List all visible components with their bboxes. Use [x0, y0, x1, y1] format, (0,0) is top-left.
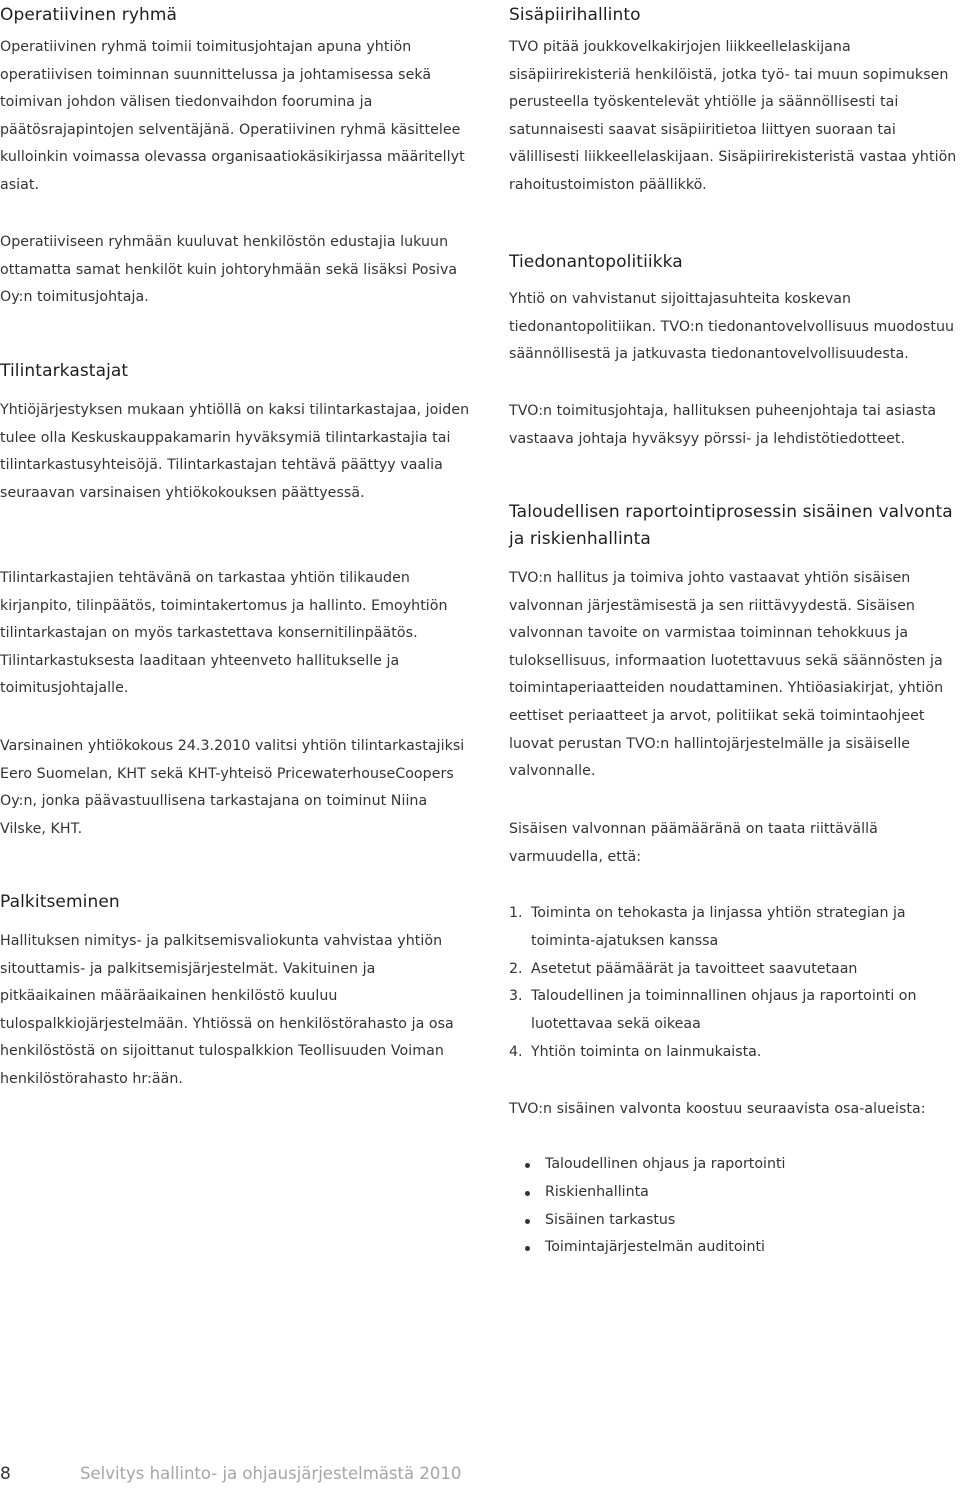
- list-item: [509, 1039, 960, 1067]
- list-item: [509, 983, 960, 1039]
- bullet-item-text: Riskienhallinta: [545, 1183, 649, 1200]
- heading-tilintarkastajat: Tilintarkastajat: [0, 361, 129, 381]
- paragraph-tilintarkastajat-3: Varsinainen yhtiökokous 24.3.2010 valitsi yhtiön tilintarkastajiksi Eero Suomelan, KHT sekä KHT-yhteisö PricewaterhouseCoopers Oy:n, jonka päävastuullisena tarkastajana on toiminut Niina Vilske, KHT.: [0, 738, 465, 837]
- bullet-dot-icon: [525, 1219, 530, 1224]
- bullet-dot-icon: [525, 1191, 530, 1196]
- list-item: [509, 956, 960, 984]
- list-item-text: Taloudellinen ja toiminnallinen ohjaus ja raportointi on luotettavaa sekä oikeaa: [531, 988, 917, 1033]
- list-item-text: Toiminta on tehokasta ja linjassa yhtiön strategian ja toiminta-ajatuksen kanssa: [531, 905, 906, 949]
- bullet-item-text: Taloudellinen ohjaus ja raportointi: [545, 1156, 786, 1172]
- bullet-list: [509, 1151, 960, 1262]
- list-item: [509, 900, 960, 956]
- bullet-dot-icon: [525, 1163, 530, 1168]
- paragraph-tiedonanto-1: Yhtiö on vahvistanut sijoittajasuhteita koskevan tiedonantopolitiikan. TVO:n tiedonantovelvollisuus muodostuu säännöllisestä ja jatkuvasta tiedonantovelvollisuudesta.: [509, 291, 955, 363]
- paragraph-tilintarkastajat-2: Tilintarkastajien tehtävänä on tarkastaa yhtiön tilikauden kirjanpito, tilinpäätös, toimintakertomus ja hallinto. Emoyhtiön tilintarkastajan on myös tarkastettava konsernitilinpäätös. Tilintarkastuksesta laaditaan yhteenveto hallitukselle ja toimitusjohtajalle.: [0, 570, 448, 697]
- bullet-item: [509, 1179, 960, 1207]
- paragraph-tiedonanto-2: TVO:n toimitusjohtaja, hallituksen puheenjohtaja tai asiasta vastaava johtaja hyväksyy pörssi- ja lehdistötiedotteet.: [509, 403, 937, 447]
- list-number: 4.: [509, 1043, 523, 1060]
- paragraph-taloudellinen-3: TVO:n sisäinen valvonta koostuu seuraavista osa-alueista:: [509, 1101, 926, 1117]
- heading-tiedonantopolitiikka: Tiedonantopolitiikka: [509, 252, 683, 272]
- list-number: 2.: [509, 960, 523, 977]
- list-item-text: Asetetut päämäärät ja tavoitteet saavutetaan: [531, 960, 858, 977]
- page-number: 8: [0, 1464, 11, 1484]
- paragraph-palkitseminen-1: Hallituksen nimitys- ja palkitsemisvaliokunta vahvistaa yhtiön sitouttamis- ja palkitsemisjärjestelmät. Vakituinen ja pitkäaikainen määräaikainen henkilöstö kuuluu tulospalkkiojärjestelmään. Yhtiössä on henkilöstörahasto ja osa henkilöstöstä on sijoittanut tulospalkkion Teollisuuden Voiman henkilöstörahasto hr:ään.: [0, 933, 454, 1087]
- bullet-item-text: Sisäinen tarkastus: [545, 1211, 676, 1228]
- paragraph-operatiivinen-2: Operatiiviseen ryhmään kuuluvat henkilöstön edustajia lukuun ottamatta samat henkilöt kuin johtoryhmään sekä lisäksi Posiva Oy:n toimitusjohtaja.: [0, 234, 458, 306]
- list-number: 1.: [509, 905, 523, 921]
- numbered-list: [509, 900, 960, 1067]
- list-number: 3.: [509, 988, 523, 1005]
- bullet-dot-icon: [525, 1246, 530, 1251]
- paragraph-sisapiiri-1: TVO pitää joukkovelkakirjojen liikkeellelaskijana sisäpiirirekisteriä henkilöistä, jotka työ- tai muun sopimuksen perusteella työskentelevät yhtiölle ja säännöllisesti tai satunnaisesti saavat sisäpiiritietoa liittyen suoraan tai välillisesti liikkeellelaskijaan. Sisäpiirirekisteristä vastaa yhtiön rahoitustoimiston päällikkö.: [509, 39, 957, 193]
- heading-palkitseminen: Palkitseminen: [0, 892, 120, 912]
- bullet-item: [509, 1151, 960, 1179]
- list-item-text: Yhtiön toiminta on lainmukaista.: [531, 1043, 762, 1060]
- bullet-item: [509, 1207, 960, 1235]
- heading-operatiivinen-ryhma: Operatiivinen ryhmä: [0, 5, 178, 25]
- bullet-item-text: Toimintajärjestelmän auditointi: [545, 1239, 765, 1256]
- footer-title: Selvitys hallinto- ja ohjausjärjestelmästä 2010: [80, 1464, 462, 1483]
- heading-sisapiirihallinto: Sisäpiirihallinto: [509, 5, 641, 25]
- paragraph-taloudellinen-2: Sisäisen valvonnan päämääränä on taata riittävällä varmuudella, että:: [509, 821, 878, 865]
- paragraph-taloudellinen-1: TVO:n hallitus ja toimiva johto vastaavat yhtiön sisäisen valvonnan järjestämisestä ja sen riittävyydestä. Sisäisen valvonnan tavoite on varmistaa toiminnan tehokkuus ja tuloksellisuus, informaation luotettavuus sekä säännösten ja toimintaperiaatteiden noudattaminen. Yhtiöasiakirjat, yhtiön eettiset periaatteet ja arvot, politiikat sekä toimintaohjeet luovat perustan TVO:n hallintojärjestelmälle ja sisäiselle valvonnalle.: [509, 570, 944, 780]
- bullet-item: [509, 1234, 960, 1262]
- paragraph-tilintarkastajat-1: Yhtiöjärjestyksen mukaan yhtiöllä on kaksi tilintarkastajaa, joiden tulee olla Keskuskauppakamarin hyväksymiä tilintarkastajia tai tilintarkastusyhteisöjä. Tilintarkastajan tehtävä päättyy vaalia seuraavan varsinaisen yhtiökokouksen päättyessä.: [0, 402, 470, 501]
- heading-taloudellinen-raportointi: Taloudellisen raportointiprosessin sisäinen valvonta ja riskienhallinta: [509, 502, 953, 549]
- paragraph-operatiivinen-1: Operatiivinen ryhmä toimii toimitusjohtajan apuna yhtiön operatiivisen toiminnan suunnittelussa ja johtamisessa sekä toimivan johdon välisen tiedonvaihdon foorumina ja päätösrajapintojen selventäjänä. Operatiivinen ryhmä käsittelee kulloinkin voimassa olevassa organisaatiokäsikirjassa määritellyt asiat.: [0, 39, 465, 193]
